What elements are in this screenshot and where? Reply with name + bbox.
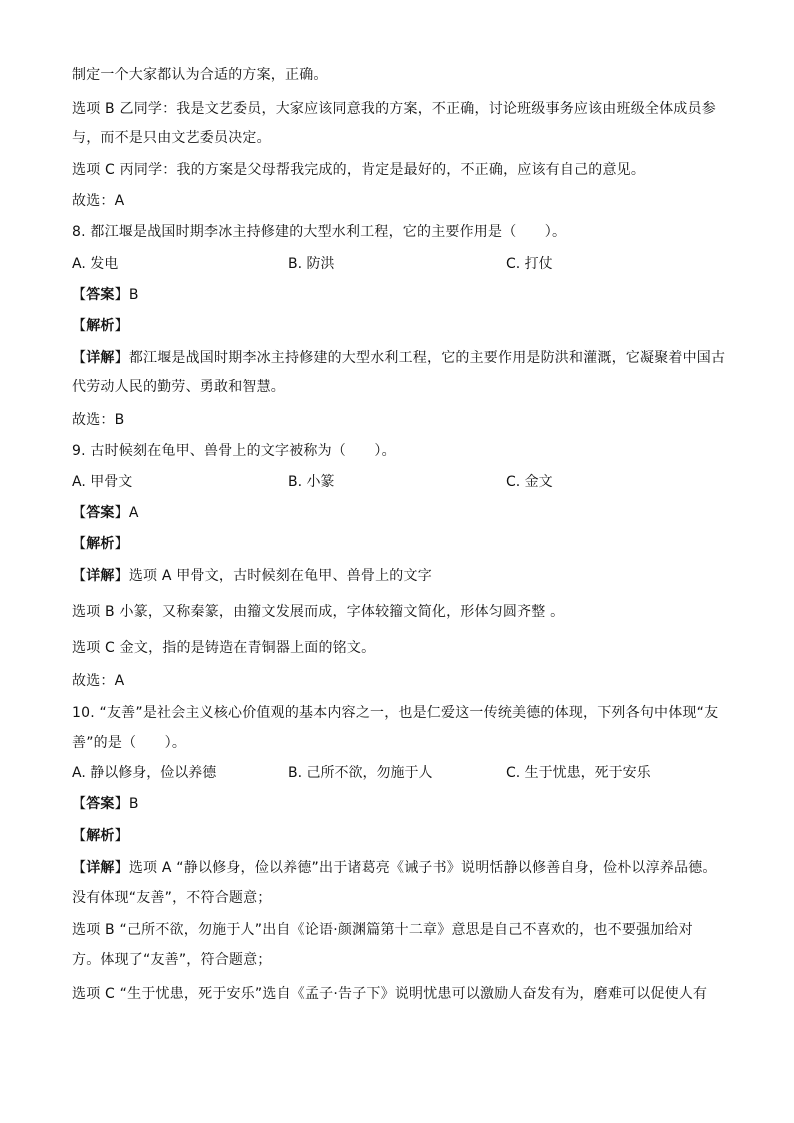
analysis-tag: 【解析】 [72, 536, 129, 552]
text-line: 选项 C 丙同学：我的方案是父母帮我完成的，肯定是最好的，不正确，应该有自己的意见。 [72, 162, 646, 178]
detail-text: 都江堰是战国时期李冰主持修建的大型水利工程，它的主要作用是防洪和灌溉，它凝聚着中国古 [128, 350, 726, 366]
text-line: 选项 B “己所不欲，勿施于人”出自《论语·颜渊篇第十二章》意思是自己不喜欢的，也不要强加给对 [72, 922, 693, 938]
text-line: 故选：A [72, 193, 125, 209]
question-10-analysis [72, 826, 732, 846]
answer-tag: 【答案】 [72, 796, 129, 812]
analysis-tag: 【解析】 [72, 318, 129, 334]
text-line: 选项 B 小篆，又称秦篆，由籀文发展而成，字体较籀文简化，形体匀圆齐整 。 [72, 604, 565, 620]
text-line: 与，而不是只由文艺委员决定。 [72, 130, 271, 146]
text-line: 没有体现“友善”，不符合题意； [72, 890, 272, 906]
detail-text: 选项 A 甲骨文，古时候刻在龟甲、兽骨上的文字 [128, 568, 432, 584]
question-8-choose: 故选：B [72, 412, 125, 428]
question-10-option-b: B. 己所不欲，勿施于人 [288, 765, 433, 781]
answer-value: B [128, 287, 139, 303]
text-line: 选项 B 乙同学：我是文艺委员，大家应该同意我的方案，不正确，讨论班级事务应该由班级全体成员参 [72, 101, 716, 117]
detail-tag: 【详解】 [72, 350, 129, 366]
text-line: 方。体现了“友善”，符合题意； [72, 952, 272, 968]
question-8-answer [72, 285, 732, 305]
question-8-stem: 8. 都江堰是战国时期李冰主持修建的大型水利工程，它的主要作用是（ ）。 [72, 224, 567, 240]
question-10-stem: 10. “友善”是社会主义核心价值观的基本内容之一，也是仁爱这一传统美德的体现，下列各句中体现“友 [72, 705, 719, 721]
question-8-option-c: C. 打仗 [506, 256, 553, 272]
question-9-option-b: B. 小篆 [288, 474, 335, 490]
text-line: 选项 C “生于忧患，死于安乐”选自《孟子·告子下》说明忧患可以激励人奋发有为，磨难可以促使人有 [72, 986, 708, 1002]
question-9-choose: 故选：A [72, 673, 125, 689]
question-10-option-c: C. 生于忧患，死于安乐 [506, 765, 651, 781]
answer-value: A [128, 505, 139, 521]
detail-tag: 【详解】 [72, 860, 129, 876]
question-8-analysis [72, 316, 732, 336]
answer-tag: 【答案】 [72, 505, 129, 521]
detail-tag: 【详解】 [72, 568, 129, 584]
question-9-stem: 9. 古时候刻在龟甲、兽骨上的文字被称为（ ）。 [72, 443, 396, 459]
question-9-analysis [72, 534, 732, 554]
question-9-answer [72, 503, 732, 523]
text-line: 选项 C 金文，指的是铸造在青铜器上面的铭文。 [72, 640, 376, 656]
text-line: 代劳动人民的勤劳、勇敢和智慧。 [72, 379, 285, 395]
question-9-detail [72, 566, 732, 586]
question-10-answer [72, 794, 732, 814]
detail-text: 选项 A “静以修身，俭以养德”出于诸葛亮《诫子书》说明恬静以修善自身，俭朴以淳养品德。 [128, 860, 717, 876]
question-10-option-a: A. 静以修身，俭以养德 [72, 765, 217, 781]
analysis-tag: 【解析】 [72, 828, 129, 844]
question-9-option-c: C. 金文 [506, 474, 553, 490]
question-10-detail [72, 858, 732, 878]
question-8-option-b: B. 防洪 [288, 256, 335, 272]
question-10-stem-cont: 善”的是（ ）。 [72, 735, 187, 751]
answer-value: B [128, 796, 139, 812]
answer-tag: 【答案】 [72, 287, 129, 303]
question-9-option-a: A. 甲骨文 [72, 474, 133, 490]
question-8-detail [72, 348, 732, 368]
text-line: 制定一个大家都认为合适的方案，正确。 [72, 67, 328, 83]
question-8-option-a: A. 发电 [72, 256, 119, 272]
